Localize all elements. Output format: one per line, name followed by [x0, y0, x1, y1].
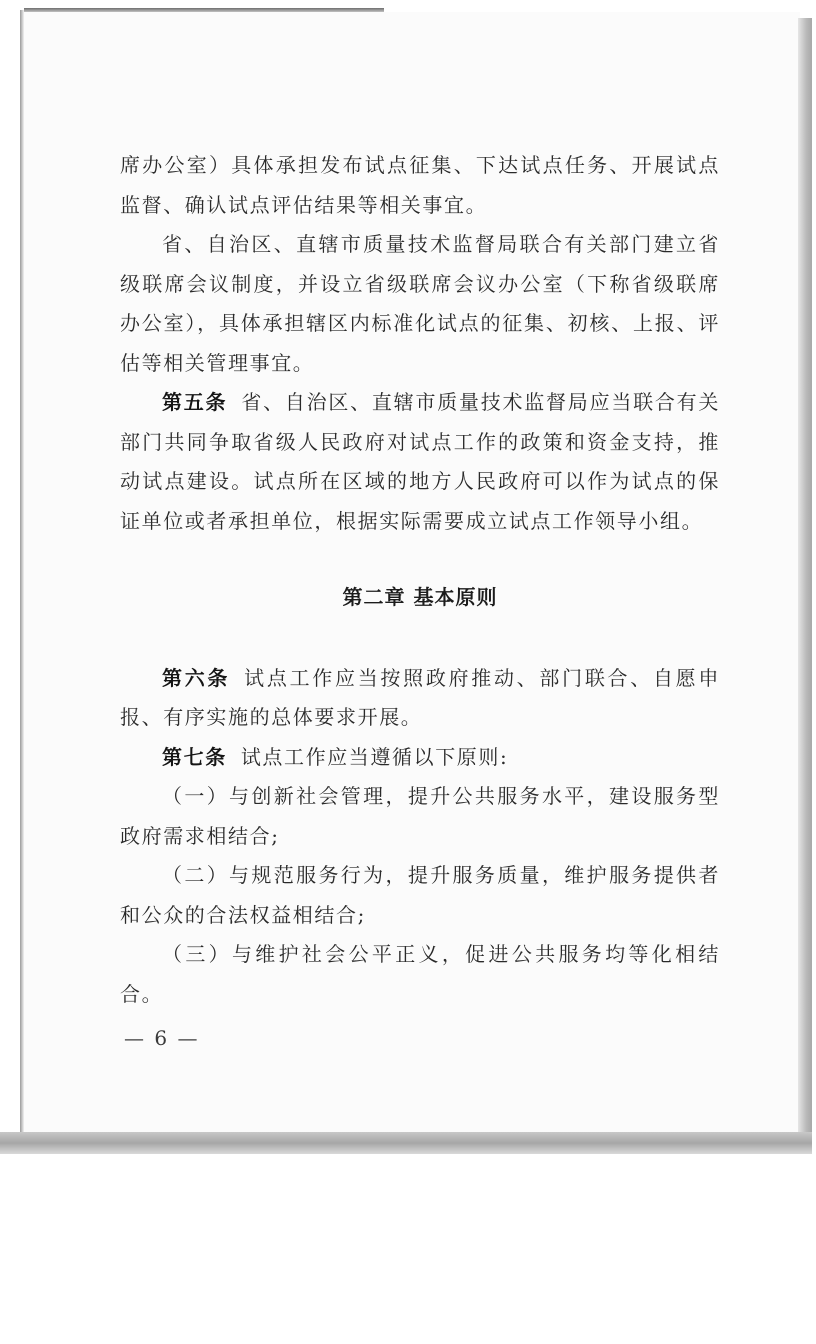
- chapter-title: 第二章 基本原则: [342, 585, 498, 609]
- principle-item-2: （二）与规范服务行为，提升服务质量，维护服务提供者和公众的合法权益相结合;: [120, 863, 720, 927]
- scan-edge-bottom: [0, 1132, 812, 1154]
- article-heading: 第五条: [162, 390, 228, 414]
- page-number: — 6 —: [124, 1026, 200, 1050]
- scan-edge-right: [798, 18, 812, 1148]
- article-heading: 第七条: [162, 744, 227, 769]
- principle-item-3: （三）与维护社会公平正义，促进公共服务均等化相结合。: [120, 942, 720, 1006]
- article-7: [120, 738, 720, 778]
- article-5: [120, 383, 720, 541]
- paragraph-continuation: 席办公室）具体承担发布试点征集、下达试点任务、开展试点监督、确认试点评估结果等相关事宜。: [120, 153, 720, 217]
- principle-item-1: （一）与创新社会管理，提升公共服务水平，建设服务型政府需求相结合;: [120, 784, 720, 848]
- paragraph-provincial-meeting: 省、自治区、直辖市质量技术监督局联合有关部门建立省级联席会议制度，并设立省级联席会议办公室（下称省级联席办公室），具体承担辖区内标准化试点的征集、初核、上报、评估等相关管理事宜。: [120, 232, 720, 375]
- article-6: [120, 659, 720, 738]
- article-heading: 第六条: [162, 665, 231, 690]
- article-text: 试点工作应当遵循以下原则:: [240, 744, 509, 769]
- document-body: [120, 146, 720, 1014]
- article-text: 省、自治区、直辖市质量技术监督局应当联合有关部门共同争取省级人民政府对试点工作的政策和资金支持，推动试点建设。试点所在区域的地方人民政府可以作为试点的保证单位或者承担单位，根据实际需要成立试点工作领导小组。: [120, 390, 720, 533]
- article-text: 试点工作应当按照政府推动、部门联合、自愿申报、有序实施的总体要求开展。: [120, 665, 720, 729]
- background-below-page: [0, 1154, 816, 1344]
